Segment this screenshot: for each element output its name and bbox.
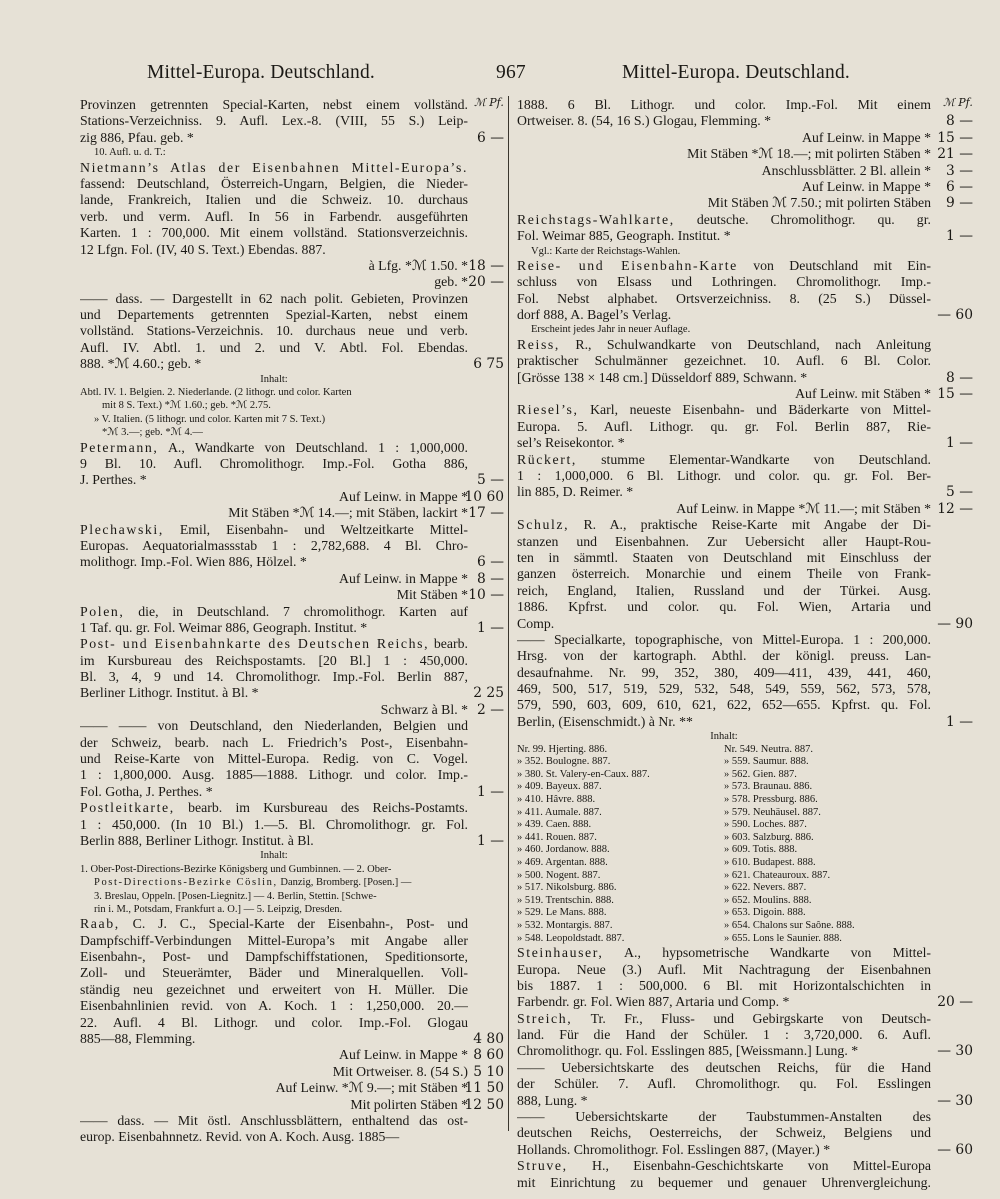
price: 8 —	[946, 113, 973, 130]
text-line: Hollands. Chromolithogr. Fol. Esslingen 887, (Mayer.) *	[517, 1141, 831, 1157]
text-line: verb. und verm. Aufl. In 56 in Farbendr. ausgeführten	[80, 208, 468, 224]
text-line: Europa. Neue (3.) Aufl. Mit Nachtragung der Eisenbahnen	[517, 961, 931, 977]
entry-keyword: Nietmann’s Atlas der Eisenbahnen Mittel-Europa’s.	[80, 159, 468, 175]
price: 6 75	[473, 356, 504, 373]
text-line: Mit Stäben *	[396, 587, 468, 603]
text-line: mit Einrichtung zu bequemer und genauer Uhrenvergleichung.	[517, 1174, 931, 1190]
text-line: Reiss, R., Schulwandkarte von Deutschland, nach Anleitung	[517, 336, 931, 352]
price: — 90	[937, 615, 973, 632]
entry-keyword: Rückert,	[517, 451, 577, 467]
price: 1 —	[477, 832, 504, 849]
sheet-entry: » 548. Leopoldstadt. 887.	[517, 932, 625, 944]
sheet-entry: » 610. Budapest. 888.	[724, 856, 816, 868]
text-line: Inhalt:	[260, 850, 288, 862]
text-line: Post- und Eisenbahnkarte des Deutschen Reichs, bearb.	[80, 636, 468, 652]
right-column	[517, 97, 931, 1191]
sheet-entry: » 529. Le Mans. 888.	[517, 907, 607, 919]
text-line: Berliner Lithogr. Institut. à Bl. *	[80, 685, 259, 701]
text-line: Farbendr. gr. Fol. Wien 887, Artaria und Comp. *	[517, 994, 790, 1010]
sheet-entry: » 519. Trentschin. 888.	[517, 894, 614, 906]
text-line: Europas. Aequatorialmassstab 1 : 2,782,688. 4 Bl. Chro-	[80, 537, 468, 553]
text-line: desaufnahme. Nr. 99, 352, 380, 409—411, 439, 441, 460,	[517, 664, 931, 680]
text-line: lande, Frankreich, Italien und die Schweiz. 10. durchaus	[80, 192, 468, 208]
sheet-entry: Nr. 99. Hjerting. 886.	[517, 743, 608, 755]
text-line: —— —— von Deutschland, den Niederlanden, Belgien und	[80, 718, 468, 734]
text-line: 1 : 450,000. (In 10 Bl.) 1.—5. Bl. Chromolithogr. gr. Fol.	[80, 816, 468, 832]
text-line: Zoll- und Steuerämter, Bäder und Mineralquellen. Voll-	[80, 965, 468, 981]
right-price-column	[915, 97, 973, 1191]
sheet-entry: » 621. Chateauroux. 887.	[724, 869, 831, 881]
text-line: Mit polirten Stäben *	[350, 1096, 468, 1112]
sheet-entry: » 562. Gien. 887.	[724, 768, 797, 780]
price: 6 —	[477, 554, 504, 571]
entry-keyword: Streich,	[517, 1010, 573, 1026]
sheet-index-column-left	[517, 744, 724, 946]
text-line: 9 Bl. 10. Aufl. Chromolithogr. Imp.-Fol. Gotha 886,	[80, 455, 468, 471]
text-line: 1 Taf. qu. gr. Fol. Weimar 886, Geograph. Institut. *	[80, 619, 368, 635]
sheet-index-column-right	[724, 744, 931, 946]
price: 2 —	[477, 701, 504, 718]
price: — 30	[937, 1043, 973, 1060]
text-line: 3. Breslau, Oppeln. [Posen-Liegnitz.] — 4. Berlin, Stettin. [Schwe-	[94, 890, 377, 902]
text-line: land. Für die Hand der Schüler. 1 : 3,720,000. 6. Aufl.	[517, 1027, 931, 1043]
price: 10 60	[464, 488, 504, 505]
text-line: der Schüler. 7. Aufl. Chromolithogr. qu. Fol. Esslingen	[517, 1076, 931, 1092]
text-line: rin i. M., Potsdam, Frankfurt a. O.] — 5. Leipzig, Dresden.	[94, 903, 343, 915]
text-line: Auf Leinw. in Mappe *	[339, 570, 468, 586]
sheet-entry: » 579. Neuhäusel. 887.	[724, 806, 821, 818]
text-line: ten in sämmtl. Staaten von Deutschland mit Einschluss der	[517, 549, 931, 565]
text-line: Karten. 1 : 700,000. Mit einem vollständ. Stationsverzeichnis.	[80, 225, 468, 241]
text-line: Steinhauser, A., hypsometrische Wandkarte von Mittel-	[517, 945, 931, 961]
price: 6 —	[477, 129, 504, 146]
text-line: Ortweiser. 8. (54, 16 S.) Glogau, Flemming. *	[517, 113, 772, 129]
sheet-entry: » 469. Argentan. 888.	[517, 856, 608, 868]
entry-keyword: Steinhauser,	[517, 945, 604, 961]
text-line	[80, 160, 468, 176]
price: 8 —	[946, 369, 973, 386]
entry-keyword: Petermann,	[80, 439, 159, 455]
price: 20 —	[937, 994, 973, 1011]
sheet-entry: » 380. St. Valery-en-Caux. 887.	[517, 768, 650, 780]
sheet-entry: » 517. Nikolsburg. 886.	[517, 882, 617, 894]
text-line: 888, Lung. *	[517, 1092, 588, 1108]
sheet-entry: » 439. Caen. 888.	[517, 819, 592, 831]
text-line: Europa. 5. Aufl. Lithogr. qu. gr. Fol. Berlin 887, Rie-	[517, 418, 931, 434]
text-line: Auf Leinw. mit Stäben *	[795, 386, 931, 402]
text-line: Auf Leinw. in Mappe *	[339, 488, 468, 504]
text-line: 1 : 1,800,000. Ausg. 1885—1888. Lithogr. und color. Imp.-	[80, 767, 468, 783]
text-line: Streich, Tr. Fr., Fluss- und Gebirgskarte von Deutsch-	[517, 1010, 931, 1026]
text-line: J. Perthes. *	[80, 472, 147, 488]
price: 5 —	[946, 484, 973, 501]
text-line: Dampfschiff-Verbindungen Mittel-Europa’s mit Angabe aller	[80, 932, 468, 948]
text-line: 1888. 6 Bl. Lithogr. und color. Imp.-Fol. Mit einem	[517, 97, 931, 112]
text-line: Inhalt:	[710, 731, 738, 743]
text-line: Polen, die, in Deutschland. 7 chromolithogr. Karten auf	[80, 603, 468, 619]
text-line: Stations-Verzeichniss. 9. Aufl. Lex.-8. (VIII, 55 S.) Leip-	[80, 113, 468, 129]
text-line: 888. *ℳ 4.60.; geb. *	[80, 356, 202, 372]
price: 2 25	[473, 685, 504, 702]
text-line: europ. Eisenbahnnetz. Revid. von A. Koch. Ausg. 1885—	[80, 1129, 400, 1145]
entry-keyword: Struve,	[517, 1158, 568, 1174]
sheet-entry: » 652. Moulins. 888.	[724, 894, 812, 906]
text-line: Riesel’s, Karl, neueste Eisenbahn- und Bäderkarte von Mittel-	[517, 402, 931, 418]
sheet-entry: » 532. Montargis. 887.	[517, 919, 613, 931]
price: 1 —	[477, 619, 504, 636]
text-line: —— Uebersichtskarte des deutschen Reichs, für die Hand	[517, 1059, 931, 1075]
text-line: Reise- und Eisenbahn-Karte von Deutschland mit Ein-	[517, 257, 931, 273]
text-line: Raab, C. J. C., Special-Karte der Eisenbahn-, Post- und	[80, 916, 468, 932]
sheet-entry: » 352. Boulogne. 887.	[517, 756, 611, 768]
text-line: und Departements getrennten Spezial-Karten, nebst einem	[80, 307, 468, 323]
text-line: Hrsg. von der kartograph. Abthl. der königl. preuss. Lan-	[517, 648, 931, 664]
sheet-entry: » 590. Loches. 887.	[724, 819, 807, 831]
text-line: der Schweiz, bearb. nach L. Friedrich’s Post-, Eisenbahn-	[80, 734, 468, 750]
currency-label-right: ℳ Pf.	[943, 96, 973, 109]
sheet-entry: » 559. Saumur. 888.	[724, 756, 809, 768]
text-line: Auf Leinw. in Mappe *	[802, 178, 931, 194]
sheet-entry: » 409. Bayeux. 887.	[517, 781, 602, 793]
currency-label-left: ℳ Pf.	[474, 96, 504, 109]
text-line: Eisenbahn-, Post- und Dampfschiffstationen, Speditionsorte,	[80, 949, 468, 965]
sheet-entry: » 653. Digoin. 888.	[724, 907, 806, 919]
price: 4 80	[473, 1031, 504, 1048]
price: 21 —	[937, 146, 973, 163]
sheet-entry: » 622. Nevers. 887.	[724, 882, 807, 894]
text-line: reich, England, Italien, Russland und der Türkei. Ausg.	[517, 582, 931, 598]
text-line: zig 886, Pfau. geb. *	[80, 129, 194, 145]
text-line: Erscheint jedes Jahr in neuer Auflage.	[531, 324, 691, 336]
price: 8 —	[477, 570, 504, 587]
text-line: Mit Stäben ℳ 7.50.; mit polirten Stäben	[707, 195, 931, 211]
text-line: 885—88, Flemming.	[80, 1031, 196, 1047]
text-line: Struve, H., Eisenbahn-Geschichtskarte von Mittel-Europa	[517, 1158, 931, 1174]
text-line: dorf 888, A. Bagel’s Verlag.	[517, 307, 672, 323]
entry-keyword: Post-Directions-Bezirke Cöslin,	[94, 877, 278, 889]
text-line: 12 Lfgn. Fol. (IV, 40 S. Text.) Ebendas. 887.	[80, 241, 326, 257]
price: 11 50	[464, 1080, 504, 1097]
text-line: Fol. Gotha, J. Perthes. *	[80, 783, 213, 799]
text-line: 1. Ober-Post-Directions-Bezirke Königsberg und Gumbinnen. — 2. Ober-	[80, 863, 392, 875]
running-head-right: Mittel-Europa. Deutschland.	[622, 62, 850, 83]
price: 1 —	[477, 783, 504, 800]
text-line: sel’s Reisekontor. *	[517, 435, 625, 451]
price: 9 —	[946, 195, 973, 212]
entry-keyword: Postleitkarte,	[80, 800, 175, 816]
text-line: —— dass. — Mit östl. Anschlussblättern, enthaltend das ost-	[80, 1113, 468, 1128]
text-line: Aufl. IV. Abtl. 1. und 2. und V. Abtl. Fol. Ebendas.	[80, 339, 468, 355]
price: 1 —	[946, 228, 973, 245]
text-line: —— Specialkarte, topographische, von Mittel-Europa. 1 : 200,000.	[517, 631, 931, 647]
column-rule	[508, 96, 509, 1131]
price: 18 —	[468, 257, 504, 274]
price: 8 60	[473, 1047, 504, 1064]
text-line: vollständ. Stations-Verzeichnis. 10. durchaus neue und verb.	[80, 323, 468, 339]
text-line: [Grösse 138 × 148 cm.] Düsseldorf 889, Schwann. *	[517, 369, 808, 385]
price: 12 50	[464, 1096, 504, 1113]
text-line: Mit Stäben *ℳ 18.—; mit polirten Stäben *	[687, 146, 931, 162]
text-line: 579, 590, 603, 609, 610, 621, 622, 652—655. Kpfrst. qu. Fol.	[517, 697, 931, 713]
entry-keyword: Raab,	[80, 916, 120, 932]
text-line: Anschlussblätter. 2 Bl. allein *	[761, 162, 931, 178]
left-price-column	[446, 97, 504, 1146]
price: 3 —	[946, 162, 973, 179]
entry-keyword: Schulz,	[517, 517, 570, 533]
text-line: Abtl. IV. 1. Belgien. 2. Niederlande. (2 lithogr. und color. Karten	[80, 387, 352, 399]
text-line: und Reise-Karte von Mittel-Europa. Redig. von C. Vogel.	[80, 751, 468, 767]
sheet-entry: » 411. Aumale. 887.	[517, 806, 602, 818]
text-line: Schwarz à Bl. *	[380, 701, 468, 717]
price: 6 —	[946, 178, 973, 195]
entry-keyword: Plechawski,	[80, 521, 164, 537]
text-line: —— Uebersichtskarte der Taubstummen-Anstalten des	[517, 1109, 931, 1125]
sheet-entry: » 654. Chalons sur Saône. 888.	[724, 919, 855, 931]
text-line: Comp.	[517, 615, 555, 631]
entry-keyword: Reichstags-Wahlkarte,	[517, 211, 675, 227]
text-line: lin 885, D. Reimer. *	[517, 484, 634, 500]
text-line: 1 : 1,000,000. 6 Bl. Lithogr. und color. qu. gr. Fol. Ber-	[517, 467, 931, 483]
text-line: im Kursbureau des Reichspostamts. [20 Bl.] 1 : 450,000.	[80, 652, 468, 668]
text-line: Reichstags-Wahlkarte, deutsche. Chromolithogr. qu. gr.	[517, 211, 931, 227]
price: 5 10	[473, 1063, 504, 1080]
sheet-entry: Nr. 549. Neutra. 887.	[724, 743, 813, 755]
text-line: Schulz, R. A., praktische Reise-Karte mit Angabe der Di-	[517, 517, 931, 533]
left-column	[80, 97, 468, 1146]
entry-keyword: Post- und Eisenbahnkarte des Deutschen Reichs,	[80, 636, 430, 652]
text-line: Bl. 3, 4, 9 und 14. Chromolithogr. Imp.-Fol. Berlin 887,	[80, 669, 468, 685]
text-line: Mit Stäben *ℳ 14.—; mit Stäben, lackirt *	[228, 505, 468, 521]
text-line: Mit Ortweiser. 8. (54 S.)	[332, 1063, 468, 1079]
text-line: 22. Aufl. 4 Bl. Lithogr. und color. Imp.-Fol. Glogau	[80, 1014, 468, 1030]
text-line: ganzen österreich. Monarchie und einem Theile von Frank-	[517, 566, 931, 582]
text-line: *ℳ 3.—; geb. *ℳ 4.—	[102, 427, 203, 439]
price: 15 —	[937, 129, 973, 146]
price: 20 —	[468, 274, 504, 291]
price: 15 —	[937, 386, 973, 403]
text-line: Postleitkarte, bearb. im Kursbureau des Reichs-Postamts.	[80, 800, 468, 816]
text-line: Rückert, stumme Elementar-Wandkarte von Deutschland.	[517, 451, 931, 467]
text-line: fassend: Deutschland, Österreich-Ungarn, Belgien, die Nieder-	[80, 175, 468, 191]
page-number: 967	[496, 62, 526, 83]
price: 17 —	[468, 505, 504, 522]
text-line: Fol. Nebst alphabet. Ortsverzeichniss. 8. (25 S.) Düssel-	[517, 290, 931, 306]
text-line: 10. Aufl. u. d. T.:	[94, 147, 166, 159]
text-line: —— dass. — Dargestellt in 62 nach polit. Gebieten, Provinzen	[80, 290, 468, 306]
text-line: » V. Italien. (5 lithogr. und color. Karten mit 7 S. Text.)	[94, 413, 326, 425]
text-line: molithogr. Imp.-Fol. Wien 886, Hölzel. *	[80, 554, 307, 570]
running-head-left: Mittel-Europa. Deutschland.	[147, 62, 375, 83]
sheet-entry: » 441. Rouen. 887.	[517, 831, 597, 843]
sheet-entry: » 578. Pressburg. 886.	[724, 794, 818, 805]
entry-keyword: Reiss,	[517, 336, 560, 352]
text-line: schluss von Elsass und Lothringen. Chromolithogr. Imp.-	[517, 274, 931, 290]
text-line: Auf Leinw. in Mappe *	[802, 129, 931, 145]
text-line: Plechawski, Emil, Eisenbahn- und Weltzeitkarte Mittel-	[80, 521, 468, 537]
price: 10 —	[468, 587, 504, 604]
text-line: 1886. Kpfrst. und color. qu. Fol. Wien, Artaria und	[517, 599, 931, 615]
entry-keyword: Riesel’s,	[517, 402, 579, 418]
text-line: Auf Leinw. in Mappe *	[339, 1047, 468, 1063]
sheet-entry: » 573. Braunau. 886.	[724, 781, 813, 793]
text-line: ständig neu gezeichnet und erweitert von H. Müller. Die	[80, 981, 468, 997]
text-line: Fol. Weimar 885, Geograph. Institut. *	[517, 228, 731, 244]
entry-keyword: Reise- und Eisenbahn-Karte	[517, 257, 738, 273]
sheet-entry: » 410. Hâvre. 888.	[517, 794, 596, 805]
sheet-entry: » 603. Salzburg. 886.	[724, 831, 814, 843]
text-line: stanzen und Eisenbahnen. Zur Uebersicht aller Haupt-Rou-	[517, 533, 931, 549]
text-line: 469, 500, 517, 519, 529, 532, 548, 549, 559, 562, 573, 578,	[517, 681, 931, 697]
text-line: Auf Leinw. in Mappe *ℳ 11.—; mit Stäben *	[676, 500, 931, 516]
text-line: Berlin, (Eisenschmidt.) à Nr. **	[517, 713, 693, 729]
text-line: Eisenbahnlinien revid. von A. Koch. 1 : 1,250,000. 20.—	[80, 998, 468, 1014]
text-line: Inhalt:	[260, 373, 288, 385]
price: — 60	[937, 1141, 973, 1158]
price: 1 —	[946, 713, 973, 730]
text-line: Chromolithogr. qu. Fol. Esslingen 885, [Weissmann.] Lung. *	[517, 1043, 859, 1059]
price: 12 —	[937, 500, 973, 517]
text-line: geb. *	[434, 274, 468, 290]
sheet-index-table	[517, 744, 931, 946]
text-line: mit 8 S. Text.) *ℳ 1.60.; geb. *ℳ 2.75.	[102, 400, 271, 412]
sheet-entry: » 500. Nogent. 887.	[517, 869, 601, 881]
text-line: à Lfg. *ℳ 1.50. *	[368, 257, 468, 273]
text-line: Post-Directions-Bezirke Cöslin, Danzig, Bromberg. [Posen.] —	[94, 877, 412, 889]
text-line: bis 1887. 1 : 500,000. 6 Bl. mit Horizontalschichten in	[517, 977, 931, 993]
price: — 60	[937, 307, 973, 324]
sheet-entry: » 609. Totis. 888.	[724, 844, 798, 856]
sheet-entry: » 460. Jordanow. 888.	[517, 844, 610, 856]
text-line: Provinzen getrennten Special-Karten, nebst einem vollständ.	[80, 97, 468, 112]
entry-keyword: Polen,	[80, 603, 125, 619]
text-line: deutschen Reichs, Oesterreichs, der Schweiz, Belgiens und	[517, 1125, 931, 1141]
text-line: praktischer Schulmänner gezeichnet. 10. Aufl. 6 Bl. Color.	[517, 353, 931, 369]
text-line: Petermann, A., Wandkarte von Deutschland. 1 : 1,000,000.	[80, 439, 468, 455]
price: — 30	[937, 1092, 973, 1109]
price: 1 —	[946, 435, 973, 452]
text-line: Vgl.: Karte der Reichstags-Wahlen.	[531, 245, 681, 257]
text-line: Berlin 888, Berliner Lithogr. Institut. à Bl.	[80, 832, 314, 848]
text-line: Auf Leinw. *ℳ 9.—; mit Stäben *	[275, 1080, 468, 1096]
sheet-entry: » 655. Lons le Saunier. 888.	[724, 932, 842, 944]
price: 5 —	[477, 472, 504, 489]
